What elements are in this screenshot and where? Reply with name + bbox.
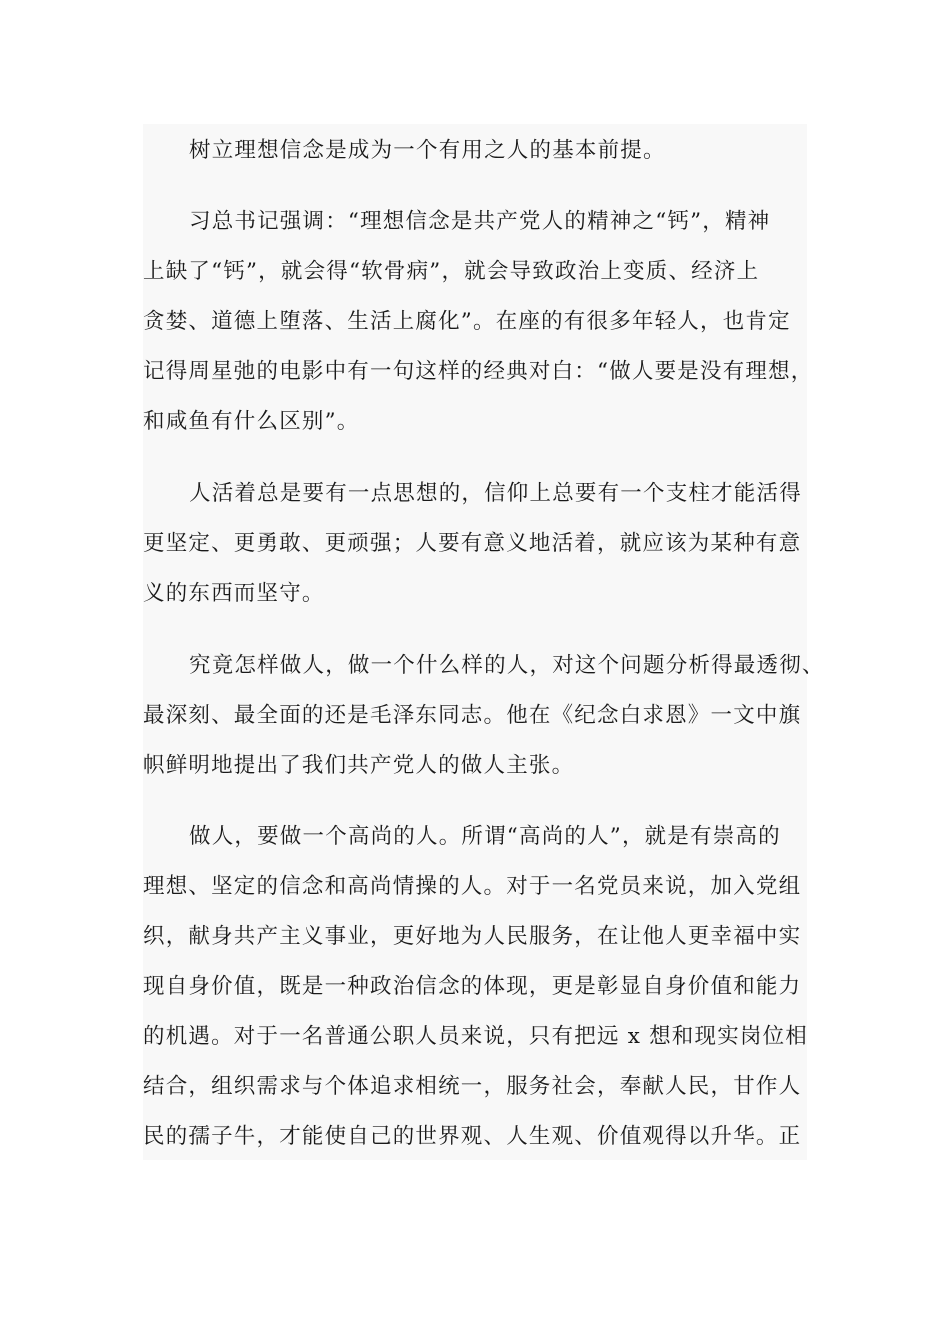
paragraph-5-line-6: 结合，组织需求与个体追求相统一，服务社会，奉献人民，甘作人 — [143, 1074, 802, 1099]
paragraph-5-line-2: 理想、坚定的信念和高尚情操的人。对于一名党员来说，加入党组 — [143, 874, 802, 899]
paragraph-3-line-2: 更坚定、更勇敢、更顽强；人要有意义地活着，就应该为某种有意 — [143, 531, 802, 556]
paragraph-2-line-5: 和咸鱼有什么区别”。 — [143, 409, 360, 434]
paragraph-4-line-3: 帜鲜明地提出了我们共产党人的做人主张。 — [143, 753, 575, 778]
document-text-block — [143, 124, 825, 1160]
paragraph-5-line-4: 现自身价值，既是一种政治信念的体现，更是彰显自身价值和能力 — [143, 974, 802, 999]
paragraph-3-line-3: 义的东西而坚守。 — [143, 581, 325, 606]
paragraph-1-line-1: 树立理想信念是成为一个有用之人的基本前提。 — [189, 138, 666, 163]
paragraph-3-line-1: 人活着总是要有一点思想的，信仰上总要有一个支柱才能活得 — [189, 481, 802, 506]
paragraph-4-line-1: 究竟怎样做人，做一个什么样的人，对这个问题分析得最透彻、 — [189, 653, 825, 678]
paragraph-2-line-1: 习总书记强调：“理想信念是共产党人的精神之“钙”，精神 — [189, 209, 771, 234]
paragraph-2-line-2: 上缺了“钙”，就会得“软骨病”，就会导致政治上变质、经济上 — [143, 259, 760, 284]
paragraph-5-line-7: 民的孺子牛，才能使自己的世界观、人生观、价值观得以升华。正 — [143, 1124, 802, 1149]
paragraph-2-line-4: 记得周星弛的电影中有一句这样的经典对白：“做人要是没有理想， — [143, 359, 814, 384]
paragraph-5-line-5: 的机遇。对于一名普通公职人员来说，只有把远 x 想和现实岗位相 — [143, 1024, 808, 1049]
paragraph-2-line-3: 贪婪、道德上堕落、生活上腐化”。在座的有很多年轻人，也肯定 — [143, 309, 791, 334]
paragraph-5-line-3: 织，献身共产主义事业，更好地为人民服务，在让他人更幸福中实 — [143, 924, 802, 949]
paragraph-4-line-2: 最深刻、最全面的还是毛泽东同志。他在《纪念白求恩》一文中旗 — [143, 703, 802, 728]
paragraph-5-line-1: 做人，要做一个高尚的人。所谓“高尚的人”，就是有崇高的 — [189, 824, 781, 849]
